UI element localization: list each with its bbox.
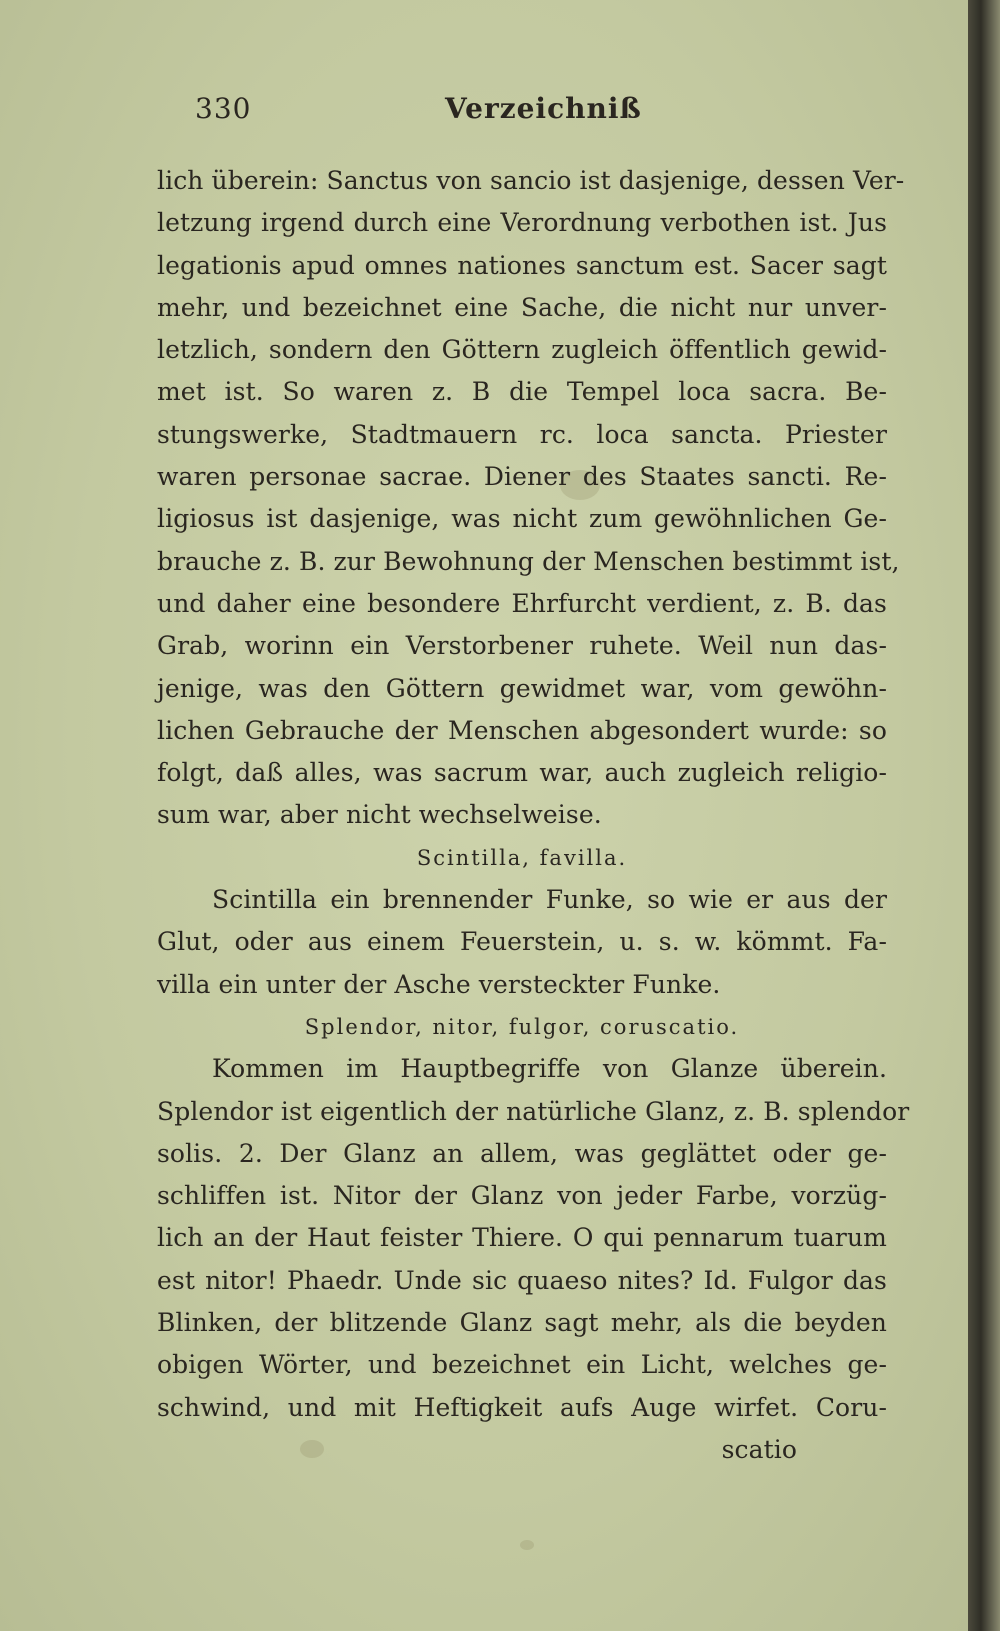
text-line: met ist. So waren z. B die Tempel loca sacra. Be- bbox=[157, 377, 887, 407]
section-heading: Scintilla, favilla. bbox=[416, 845, 628, 870]
text-line: stungswerke, Stadtmauern rc. loca sancta. Priester bbox=[157, 419, 887, 449]
text-line: jenige, was den Göttern gewidmet war, vom gewöhn- bbox=[157, 673, 887, 703]
text-line: mehr, und bezeichnet eine Sache, die nicht nur unver- bbox=[157, 292, 887, 322]
text-line: brauche z. B. zur Bewohnung der Menschen bestimmt ist, bbox=[157, 546, 900, 576]
text-line: folgt, daß alles, was sacrum war, auch zugleich religio- bbox=[157, 758, 887, 788]
page-edge bbox=[968, 0, 1000, 1631]
text-line: est nitor! Phaedr. Unde sic quaeso nites? Id. Fulgor das bbox=[157, 1265, 887, 1295]
text-line: Glut, oder aus einem Feuerstein, u. s. w. kömmt. Fa- bbox=[157, 927, 887, 957]
text-line: solis. 2. Der Glanz an allem, was geglättet oder ge- bbox=[157, 1138, 887, 1168]
text-line: lichen Gebrauche der Menschen abgesondert wurde: so bbox=[157, 715, 887, 745]
text-line: Grab, worinn ein Verstorbener ruhete. Weil nun das- bbox=[157, 631, 887, 661]
text-line: Blinken, der blitzende Glanz sagt mehr, als die beyden bbox=[157, 1308, 887, 1338]
text-line: letzung irgend durch eine Verordnung verbothen ist. Jus bbox=[157, 208, 887, 238]
text-line: und daher eine besondere Ehrfurcht verdient, z. B. das bbox=[157, 588, 887, 618]
catchword: scatio bbox=[721, 1434, 797, 1464]
text-line: legationis apud omnes nationes sanctum est. Sacer sagt bbox=[157, 250, 887, 280]
text-line: letzlich, sondern den Göttern zugleich öffentlich gewid- bbox=[157, 335, 887, 365]
text-line: obigen Wörter, und bezeichnet ein Licht, welches ge- bbox=[157, 1350, 887, 1380]
section-heading: Splendor, nitor, fulgor, coruscatio. bbox=[304, 1014, 740, 1039]
text-line: schliffen ist. Nitor der Glanz von jeder Farbe, vorzüg- bbox=[157, 1181, 887, 1211]
text-line: ligiosus ist dasjenige, was nicht zum gewöhnlichen Ge- bbox=[157, 504, 887, 534]
text-line: lich an der Haut feister Thiere. O qui pennarum tuarum bbox=[157, 1223, 887, 1253]
page-number: 330 bbox=[195, 92, 252, 125]
text-line: waren personae sacrae. Diener des Staates sancti. Re- bbox=[157, 462, 887, 492]
text-line: lich überein: Sanctus von sancio ist dasjenige, dessen Ver- bbox=[157, 166, 905, 195]
text-line: Scintilla ein brennender Funke, so wie er aus der bbox=[212, 885, 887, 915]
text-line: Kommen im Hauptbegriffe von Glanze überein. bbox=[212, 1054, 887, 1084]
text-line: Splendor ist eigentlich der natürliche Glanz, z. B. splendor bbox=[157, 1096, 910, 1126]
text-line: schwind, und mit Heftigkeit aufs Auge wirfet. Coru- bbox=[157, 1392, 887, 1422]
running-head: Verzeichniß bbox=[445, 92, 642, 125]
page-body bbox=[157, 160, 910, 1471]
text-line: villa ein unter der Asche versteckter Funke. bbox=[157, 969, 721, 999]
page-header bbox=[195, 92, 895, 142]
text-line: sum war, aber nicht wechselweise. bbox=[157, 800, 602, 830]
